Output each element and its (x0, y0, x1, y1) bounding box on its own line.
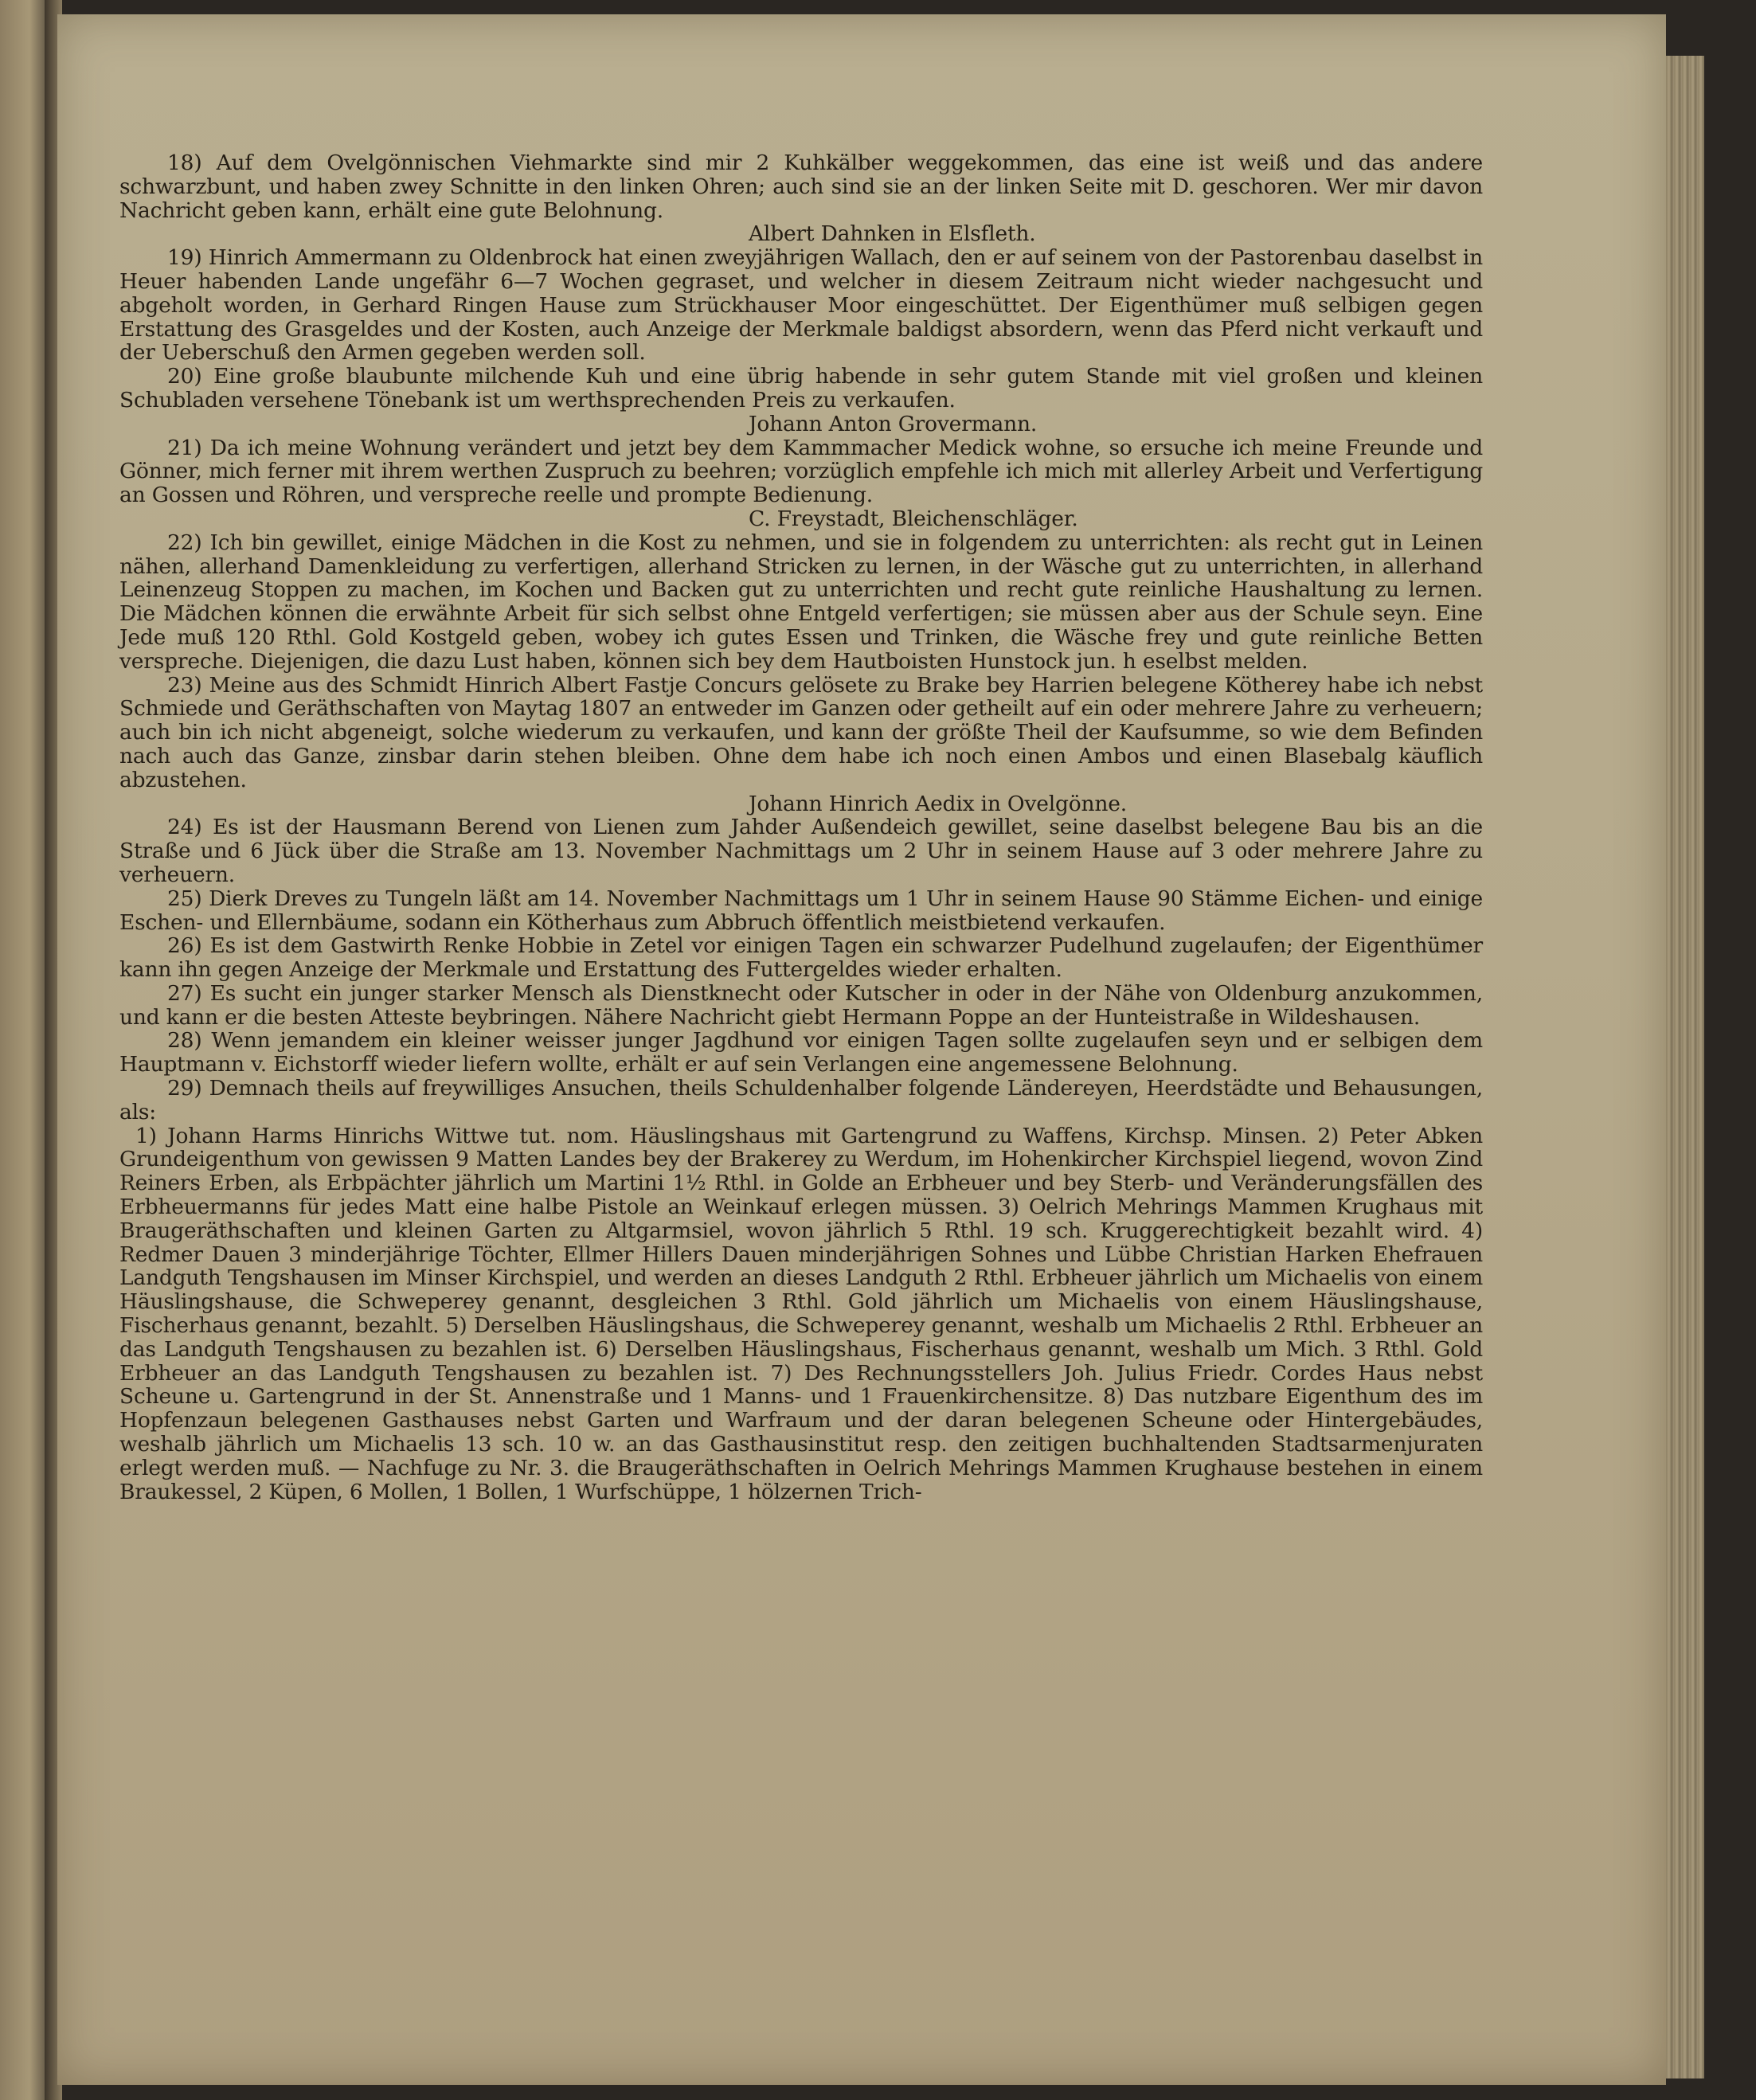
entry-20: 20) Eine große blaubunte milchende Kuh und eine übrig habende in sehr gutem Stande mit viel großen und kleinen Schubladen versehene Tönebank ist um werthsprechenden Preis zu verkaufen. (119, 364, 1483, 413)
entry-25: 25) Dierk Dreves zu Tungeln läßt am 14. November Nachmittags um 1 Uhr in seinem Hause 90 Stämme Eichen- und einige Eschen- und Ellernbäume, sodann ein Kötherhaus zum Abbruch öffentlich meistbietend verkaufen. (119, 886, 1483, 935)
signature-21: C. Freystadt, Bleichenschläger. (749, 506, 1078, 531)
page-stack-edge (1666, 56, 1704, 2078)
signature-20: Johann Anton Grovermann. (749, 411, 1038, 436)
entry-22: 22) Ich bin gewillet, einige Mädchen in die Kost zu nehmen, und sie in folgendem zu unterrichten: als recht gut in Leinen nähen, allerhand Damenkleidung zu verfertigen, allerhand Stricken zu lernen, in der Wäsche gut zu unterrichten, in allerhand Leinenzeug Stoppen zu machen, im Kochen und Backen gut zu unterrichten und recht gute reinliche Haushaltung zu lernen. Die Mädchen können die erwähnte Arbeit für sich selbst ohne Entgeld verfertigen; sie müssen aber aus der Schule seyn. Eine Jede muß 120 Rthl. Gold Kostgeld geben, wobey ich gutes Essen und Trinken, die Wäsche frey und gute reinliche Betten verspreche. Diejenigen, die dazu Lust haben, können sich bey dem Hautboisten Hunstock jun. h eselbst melden. (119, 530, 1483, 674)
signature-18: Albert Dahnken in Elsfleth. (749, 221, 1036, 247)
entry-23: 23) Meine aus des Schmidt Hinrich Albert Fastje Concurs gelösete zu Brake bey Harrien belegene Kötherey habe ich nebst Schmiede und Geräthschaften von Maytag 1807 an entweder im Ganzen oder getheilt auf ein oder mehrere Jahre zu verheuern; auch bin ich nicht abgeneigt, solche wiederum zu verkaufen, und kann der größte Theil der Kaufsumme, so wie dem Befinden nach auch das Ganze, zinsbar darin stehen bleiben. Ohne dem habe ich noch einen Ambos und einen Blasebalg käuflich abzustehen. (119, 672, 1483, 792)
entry-19: 19) Hinrich Ammermann zu Oldenbrock hat einen zweyjährigen Wallach, den er auf seinem von der Pastorenbau daselbst in Heuer habenden Lande ungefähr 6—7 Wochen gegraset, und welcher in diesem Zeitraum nicht wieder nachgesucht und abgeholt worden, in Gerhard Ringen Hause zum Strückhauser Moor eingeschüttet. Der Eigenthümer muß selbigen gegen Erstattung des Grasgeldes und der Kosten, auch Anzeige der Merkmale baldigst absordern, wenn das Pferd nicht verkauft und der Ueberschuß den Armen gegeben werden soll. (119, 245, 1483, 366)
entry-27: 27) Es sucht ein junger starker Mensch als Dienstknecht oder Kutscher in oder in der Nähe von Oldenburg anzukommen, und kann er die besten Atteste beybringen. Nähere Nachricht giebt Hermann Poppe an der Hunteistraße in Wildeshausen. (119, 980, 1483, 1030)
signature-23: Johann Hinrich Aedix in Ovelgönne. (749, 791, 1127, 816)
announcements-column (119, 151, 1483, 1504)
entry-18: 18) Auf dem Ovelgönnischen Viehmarkte sind mir 2 Kuhkälber weggekommen, das eine ist weiß und das andere schwarzbunt, und haben zwey Schnitte in den linken Ohren; auch sind sie an der linken Seite mit D. geschoren. Wer mir davon Nachricht geben kann, erhält eine gute Belohnung. (119, 151, 1483, 223)
entry-28: 28) Wenn jemandem ein kleiner weisser junger Jagdhund vor einigen Tagen sollte zugelaufen seyn und er selbigen dem Hauptmann v. Eichstorff wieder liefern wollte, erhält er auf sein Verlangen eine angemessene Belohnung. (119, 1028, 1483, 1077)
left-page-edge (0, 0, 49, 2100)
entry-29: 29) Demnach theils auf freywilliges Ansuchen, theils Schuldenhalber folgende Ländereyen, Heerdstädte und Behausungen, als: (119, 1076, 1483, 1124)
entry-29-property-list: 1) Johann Harms Hinrichs Wittwe tut. nom. Häuslingshaus mit Gartengrund zu Waffens, Kirchsp. Minsen. 2) Peter Abken Grundeigenthum von gewissen 9 Matten Landes bey der Brakerey zu Werdum, im Hohenkircher Kirchspiel liegend, wovon Zind Reiners Erben, als Erbpächter jährlich um Martini 1½ Rthl. in Golde an Erbheuer und bey Sterb- und Veränderungsfällen des Erbheuermanns für jedes Matt eine halbe Pistole an Weinkauf erlegen müssen. 3) Oelrich Mehrings Mammen Krughaus mit Braugeräthschaften und kleinen Garten zu Altgarmsiel, wovon jährlich 5 Rthl. 19 sch. Kruggerechtigkeit bezahlt wird. 4) Redmer Dauen 3 minderjährige Töchter, Ellmer Hillers Dauen minderjährigen Sohnes und Lübbe Christian Harken Ehefrauen Landguth Tengshausen im Minser Kirchspiel, und werden an dieses Landguth 2 Rthl. Erbheuer jährlich um Michaelis von einem Häuslingshause, die Schweperey genannt, desgleichen 3 Rthl. Gold jährlich um Michaelis von einem Häuslingshause, Fischerhaus genannt, bezahlt. 5) Derselben Häuslingshaus, die Schweperey genannt, weshalb um Michaelis 2 Rthl. Erbheuer an das Landguth Tengshausen zu bezahlen ist. 6) Derselben Häuslingshaus, Fischerhaus genannt, weshalb um Mich. 3 Rthl. Gold Erbheuer an das Landguth Tengshausen zu bezahlen ist. 7) Des Rechnungsstellers Joh. Julius Friedr. Cordes Haus nebst Scheune u. Gartengrund in der St. Annenstraße und 1 Manns- und 1 Frauenkirchensitze. 8) Das nutzbare Eigenthum des im Hopfenzaun belegenen Gasthauses nebst Garten und Warfraum und der daran belegenen Scheune oder Hintergebäudes, weshalb jährlich um Michaelis 13 sch. 10 w. an das Gasthausinstitut resp. den zeitigen buchhaltenden Stadtsarmenjuraten erlegt werden muß. — Nachfuge zu Nr. 3. die Braugeräthschaften in Oelrich Mehrings Mammen Krughause bestehen in einem Braukessel, 2 Küpen, 6 Mollen, 1 Bollen, 1 Wurfschüppe, 1 hölzernen Trich- (119, 1123, 1483, 1504)
entry-21: 21) Da ich meine Wohnung verändert und jetzt bey dem Kammmacher Medick wohne, so ersuche ich meine Freunde und Gönner, mich ferner mit ihrem werthen Zuspruch zu beehren; vorzüglich empfehle ich mich mit allerley Arbeit und Verfertigung an Gossen und Röhren, und verspreche reelle und prompte Bedienung. (119, 435, 1483, 508)
entry-26: 26) Es ist dem Gastwirth Renke Hobbie in Zetel vor einigen Tagen ein schwarzer Pudelhund zugelaufen; der Eigenthümer kann ihn gegen Anzeige der Merkmale und Erstattung des Futtergeldes wieder erhalten. (119, 933, 1483, 983)
entry-24: 24) Es ist der Hausmann Berend von Lienen zum Jahder Außendeich gewillet, seine daselbst belegene Bau bis an die Straße und 6 Jück über die Straße am 13. November Nachmittags um 2 Uhr in seinem Hause auf 3 oder mehrere Jahre zu verheuern. (119, 815, 1483, 887)
